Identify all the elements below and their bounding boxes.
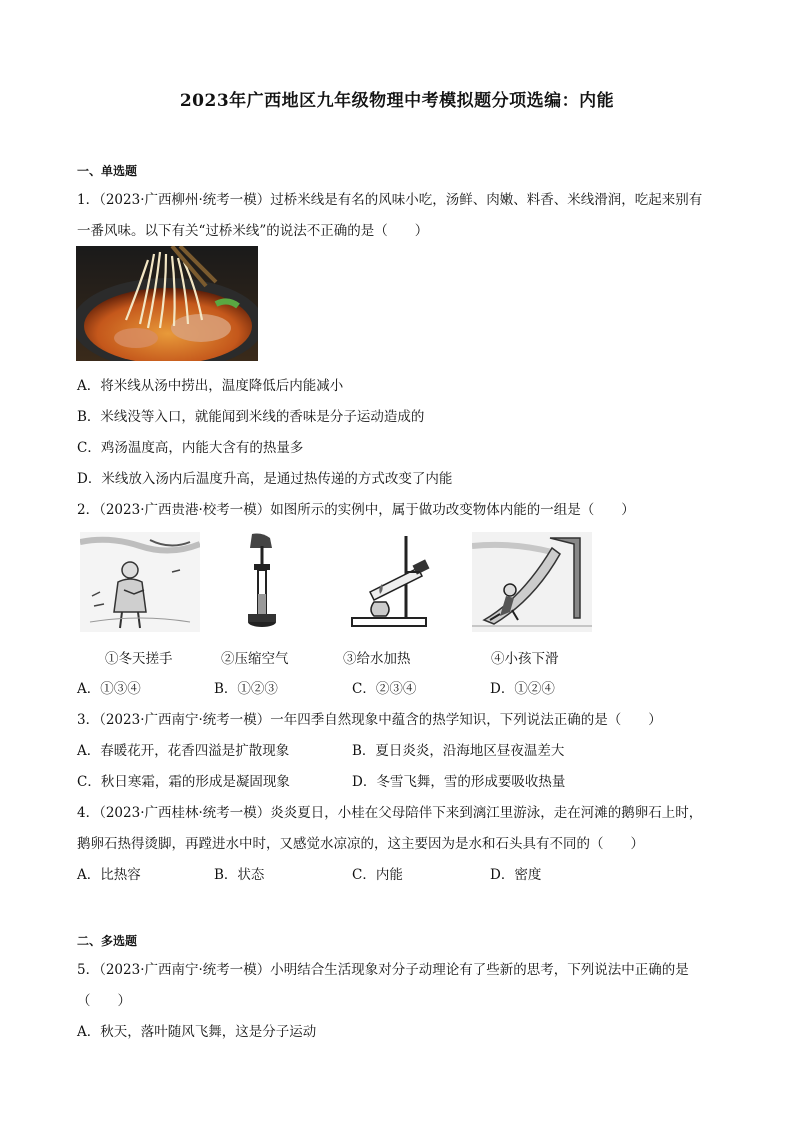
- rice-noodle-photo-image: [76, 246, 258, 361]
- question-4-stem-line1: 4．（2023·广西桂林·统考一模）炎炎夏日，小桂在父母陪伴下来到漓江里游泳，走在河滩的鹅卵石上时，: [77, 805, 703, 821]
- figure-child-sliding-image: [472, 532, 592, 632]
- figure-compressing-air: [206, 532, 326, 632]
- question-1-stem-line2: 一番风味。以下有关“过桥米线”的说法不正确的是（ ）: [77, 223, 429, 239]
- question-3-option-b: B．夏日炎炎，沿海地区昼夜温差大: [352, 743, 565, 759]
- rice-noodle-photo: [76, 246, 258, 361]
- question-2-option-a: A．①③④: [77, 681, 141, 697]
- section-heading-multiple-choice: 二、多选题: [77, 934, 138, 948]
- question-2-stem: 2．（2023·广西贵港·校考一模）如图所示的实例中，属于做功改变物体内能的一组是（ ）: [77, 502, 635, 518]
- question-1-option-c: C．鸡汤温度高，内能大含有的热量多: [77, 440, 304, 456]
- question-3-option-d: D．冬雪飞舞，雪的形成要吸收热量: [352, 774, 566, 790]
- question-2-option-c: C．②③④: [352, 681, 417, 697]
- question-3-stem: 3．（2023·广西南宁·统考一模）一年四季自然现象中蕴含的热学知识，下列说法正确的是（ ）: [77, 712, 662, 728]
- question-4-option-c: C．内能: [352, 867, 403, 883]
- question-5-stem-line1: 5．（2023·广西南宁·统考一模）小明结合生活现象对分子动理论有了些新的思考，下列说法中正确的是: [77, 962, 689, 978]
- question-4-option-d: D．密度: [490, 867, 542, 883]
- figure-caption-1: ①冬天搓手: [105, 651, 173, 667]
- question-1-option-b: B．米线没等入口，就能闻到米线的香味是分子运动造成的: [77, 409, 425, 425]
- figure-rubbing-hands-image: [80, 532, 200, 632]
- question-5-stem-line2: （ ）: [77, 993, 131, 1009]
- question-1-stem-line1: 1．（2023·广西柳州·统考一模）过桥米线是有名的风味小吃，汤鲜、肉嫩、料香、米线滑润，吃起来别有: [77, 192, 703, 208]
- figure-caption-2: ②压缩空气: [221, 651, 289, 667]
- figure-rubbing-hands: [80, 532, 200, 632]
- question-4-option-a: A．比热容: [77, 867, 141, 883]
- question-2-option-d: D．①②④: [490, 681, 555, 697]
- figure-heating-water: [340, 532, 460, 632]
- figure-compressing-air-image: [206, 532, 326, 632]
- question-1-option-a: A．将米线从汤中捞出，温度降低后内能减小: [77, 378, 344, 394]
- figure-caption-4: ④小孩下滑: [491, 651, 559, 667]
- question-3-option-a: A．春暖花开，花香四溢是扩散现象: [77, 743, 290, 759]
- question-4-option-b: B．状态: [214, 867, 265, 883]
- figure-heating-water-image: [340, 532, 460, 632]
- figure-caption-3: ③给水加热: [343, 651, 411, 667]
- section-heading-single-choice: 一、单选题: [77, 164, 138, 178]
- page-title: 2023年广西地区九年级物理中考模拟题分项选编：内能: [179, 91, 615, 111]
- question-2-option-b: B．①②③: [214, 681, 278, 697]
- question-5-option-a: A．秋天，落叶随风飞舞，这是分子运动: [77, 1024, 317, 1040]
- question-4-stem-line2: 鹅卵石热得烫脚，再蹚进水中时，又感觉水凉凉的，这主要因为是水和石头具有不同的（ ）: [77, 836, 644, 852]
- figure-child-sliding: [472, 532, 592, 632]
- question-3-option-c: C．秋日寒霜，霜的形成是凝固现象: [77, 774, 290, 790]
- question-1-option-d: D．米线放入汤内后温度升高，是通过热传递的方式改变了内能: [77, 471, 453, 487]
